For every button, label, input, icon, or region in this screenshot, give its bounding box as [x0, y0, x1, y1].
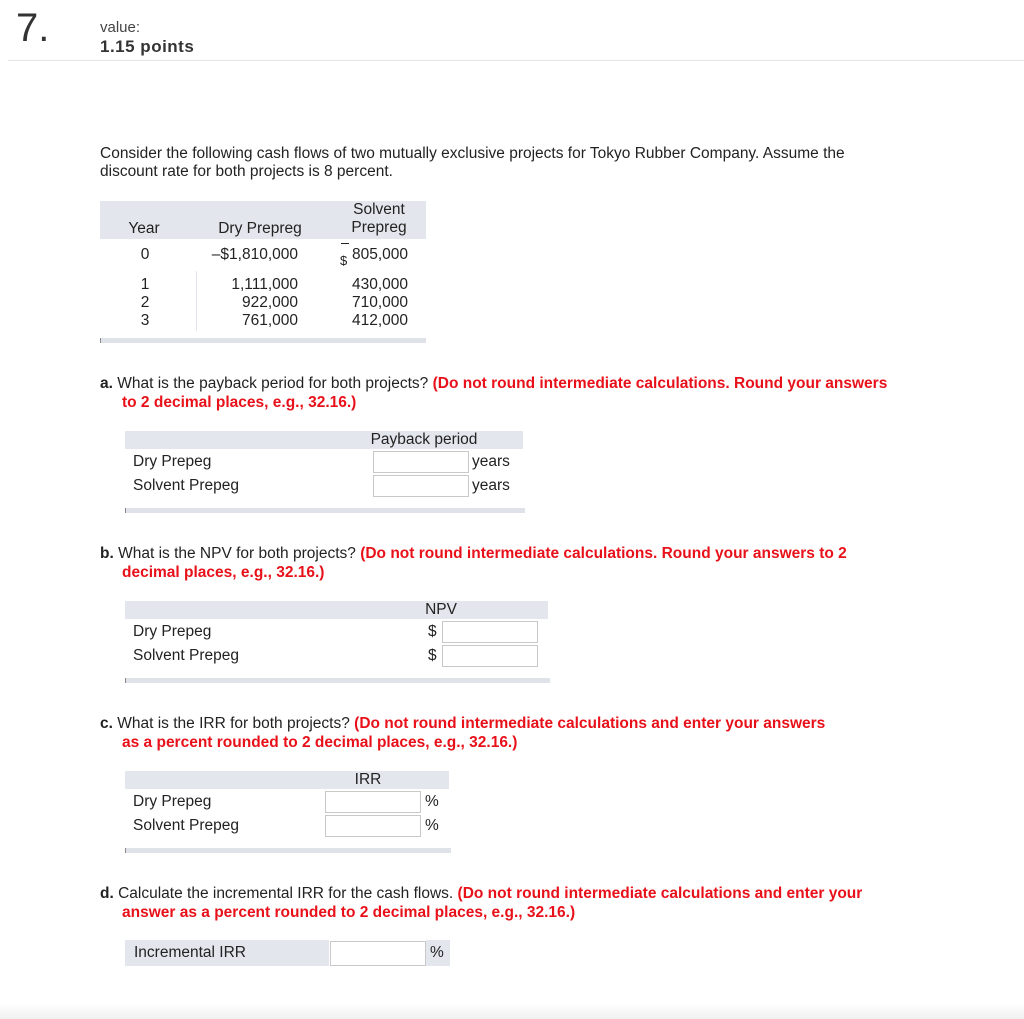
- payback-header-label: Payback period: [370, 431, 478, 448]
- dollar-prefix-dry: $: [428, 623, 437, 640]
- question-intro: Consider the following cash flows of two mutually exclusive projects for Tokyo Rubber Company. Assume the discount rate for both projects is 8 percent.: [100, 145, 845, 180]
- row-label-solvent: Solvent Prepeg: [133, 817, 239, 834]
- row-label-solvent: Solvent Prepeg: [133, 477, 239, 494]
- year-cell: 2: [140, 294, 150, 311]
- payback-table-footer: [125, 508, 525, 513]
- question-number: 7.: [16, 6, 50, 50]
- dry-cell: –$1,810,000: [211, 246, 298, 263]
- question-a-instruction: (Do not round intermediate calculations. Round your answers to 2 decimal places, e.g., 32.16.): [122, 375, 888, 411]
- incremental-irr-label: Incremental IRR: [134, 944, 246, 961]
- question-c: [100, 714, 842, 752]
- unit-years-solvent: years: [472, 477, 510, 494]
- irr-header: [125, 771, 449, 789]
- header-dry-prepreg: Dry Prepreg: [218, 220, 302, 237]
- points-value: 1.15 points: [100, 37, 195, 56]
- incremental-irr-row: [125, 940, 450, 968]
- npv-dry-input[interactable]: [442, 621, 538, 643]
- question-b-text: What is the NPV for both projects?: [118, 545, 356, 562]
- dry-cell: 1,111,000: [231, 276, 298, 293]
- irr-header-label: IRR: [354, 771, 382, 788]
- year-cell: 1: [140, 276, 150, 293]
- cash-flow-table-footer: [100, 338, 426, 343]
- year-column-divider: [100, 271, 197, 331]
- question-b: [100, 544, 892, 582]
- year-cell: 0: [140, 246, 150, 263]
- cash-flow-header: [100, 201, 426, 239]
- question-d-instruction: (Do not round intermediate calculations and enter your answer as a percent rounded to 2 decimal places, e.g., 32.16.): [122, 885, 863, 921]
- header-year: Year: [128, 220, 160, 237]
- unit-years-dry: years: [472, 453, 510, 470]
- row-label-dry: Dry Prepeg: [133, 623, 212, 640]
- row-label-solvent: Solvent Prepeg: [133, 647, 239, 664]
- question-c-text: What is the IRR for both projects?: [117, 715, 350, 732]
- unit-percent-dry: %: [425, 793, 439, 810]
- question-c-letter: c.: [100, 715, 113, 732]
- row-label-dry: Dry Prepeg: [133, 453, 212, 470]
- bottom-fade: [0, 1004, 1024, 1019]
- question-c-instruction: (Do not round intermediate calculations and enter your answers as a percent rounded to 2 decimal places, e.g., 32.16.): [122, 715, 826, 751]
- value-label: value:: [100, 19, 141, 36]
- header-divider: [8, 60, 1024, 61]
- row-label-dry: Dry Prepeg: [133, 793, 212, 810]
- solvent-minus-mark: [341, 243, 349, 244]
- npv-solvent-input[interactable]: [442, 645, 538, 667]
- irr-table-footer: [125, 848, 451, 853]
- payback-solvent-input[interactable]: [373, 475, 469, 497]
- question-a: [100, 374, 892, 412]
- unit-percent-incremental: %: [430, 944, 444, 961]
- question-d-letter: d.: [100, 885, 114, 902]
- payback-header: [125, 431, 523, 449]
- unit-percent-solvent: %: [425, 817, 439, 834]
- incremental-irr-input[interactable]: [330, 941, 426, 966]
- question-d: [100, 884, 882, 922]
- npv-header: [125, 601, 548, 619]
- dry-cell: 761,000: [241, 312, 298, 329]
- solvent-cell: 710,000: [351, 294, 408, 311]
- dry-cell: 922,000: [241, 294, 298, 311]
- solvent-cell: 805,000: [351, 246, 408, 263]
- npv-header-label: NPV: [425, 601, 457, 618]
- npv-table-footer: [125, 678, 550, 683]
- question-d-text: Calculate the incremental IRR for the cash flows.: [118, 885, 454, 902]
- solvent-dollar-sign: $: [340, 253, 348, 268]
- question-a-text: What is the payback period for both projects?: [117, 375, 429, 392]
- solvent-cell: 430,000: [351, 276, 408, 293]
- dollar-prefix-solvent: $: [428, 647, 437, 664]
- header-solvent-line2: Prepreg: [351, 219, 407, 236]
- payback-dry-input[interactable]: [373, 451, 469, 473]
- question-a-letter: a.: [100, 375, 113, 392]
- cash-flow-row: [100, 246, 426, 270]
- question-b-instruction: (Do not round intermediate calculations. Round your answers to 2 decimal places, e.g., 32.16.): [122, 545, 847, 581]
- year-cell: 3: [140, 312, 150, 329]
- solvent-cell: 412,000: [351, 312, 408, 329]
- irr-solvent-input[interactable]: [325, 815, 421, 837]
- header-solvent-line1: Solvent: [353, 201, 405, 218]
- irr-dry-input[interactable]: [325, 791, 421, 813]
- question-b-letter: b.: [100, 545, 114, 562]
